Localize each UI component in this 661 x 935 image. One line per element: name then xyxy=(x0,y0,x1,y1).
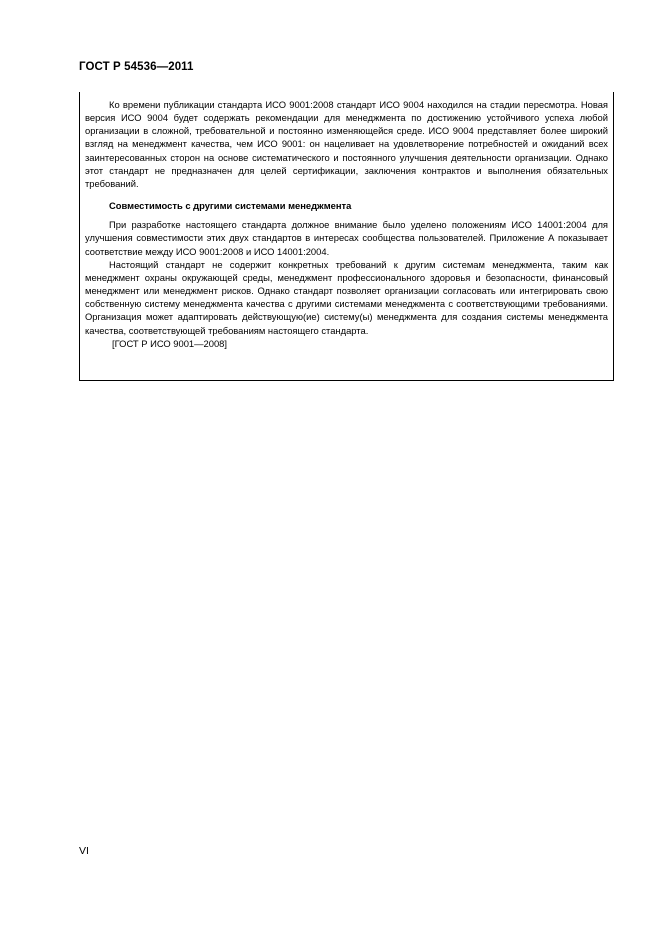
paragraph-iso-14001: При разработке настоящего стандарта должное внимание было уделено положениям ИСО 14001:2004 для улучшения совместимости этих двух стандартов в интересах сообщества пользователей. Приложение А показывает соответствие между ИСО 9001:2008 и ИСО 14001:2004. xyxy=(85,219,608,257)
paragraph-iso-9004: Ко времени публикации стандарта ИСО 9001:2008 стандарт ИСО 9004 находился на стадии пересмотра. Новая версия ИСО 9004 будет содержать рекомендации для менеджмента по достижению устойчивого успеха любой организации в сложной, требовательной и постоянно изменяющейся среде. ИСО 9004 представляет более широкий взгляд на менеджмент качества, чем ИСО 9001: он нацеливает на удовлетворение потребностей и ожиданий всех заинтересованных сторон на основе систематического и постоянного улучшения деятельности организации. Однако этот стандарт не предназначен для целей сертификации, заключения контрактов и выполнения обязательных требований. xyxy=(85,99,608,189)
frame-content xyxy=(85,98,608,350)
quoted-text-frame xyxy=(79,92,614,381)
source-reference: [ГОСТ Р ИСО 9001—2008] xyxy=(112,337,227,349)
document-code-header: ГОСТ Р 54536—2011 xyxy=(79,61,194,73)
page-number: VI xyxy=(79,845,89,857)
section-heading-compatibility: Совместимость с другими системами менеджмента xyxy=(109,200,352,212)
paragraph-other-systems: Настоящий стандарт не содержит конкретных требований к другим системам менеджмента, таким как менеджмент охраны окружающей среды, менеджмент профессионального здоровья и безопасности, финансовый менеджмент или менеджмент рисков. Однако стандарт позволяет организации согласовать или интегрировать свою собственную систему менеджмента качества с другими системами менеджмента с соответствующими требованиями. Организация может адаптировать действующую(ие) систему(ы) менеджмента для создания системы менеджмента качества, соответствующей требованиям настоящего стандарта. xyxy=(85,258,608,336)
